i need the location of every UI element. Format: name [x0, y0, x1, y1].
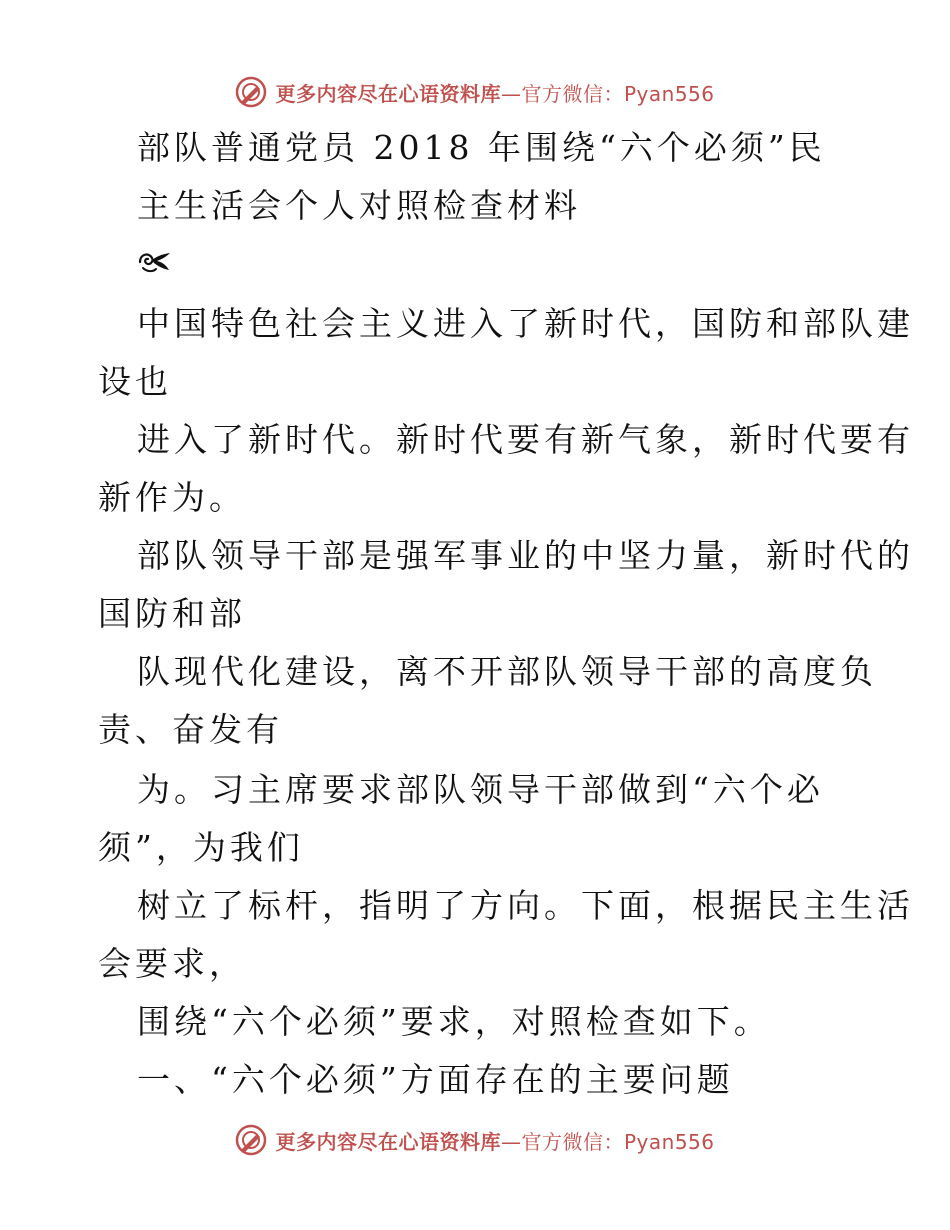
body-line: 设也 [98, 362, 172, 401]
body-line: 进入了新时代。新时代要有新气象，新时代要有 [137, 420, 914, 459]
title-line-1: 部队普通党员 2018 年围绕“六个必须”民 [137, 128, 826, 167]
watermark-text [275, 78, 714, 107]
watermark-separator: — [500, 1129, 522, 1154]
watermark-official: 官方微信： [521, 81, 624, 106]
section-heading: 一、“六个必须”方面存在的主要问题 [137, 1060, 734, 1099]
body-line: 队现代化建设，离不开部队领导干部的高度负 [137, 652, 877, 691]
body-line: 责、奋发有 [98, 710, 283, 749]
body-line: 围绕“六个必须”要求，对照检查如下。 [137, 1002, 771, 1041]
watermark-brand: 更多内容尽在心语资料库 [275, 1129, 501, 1154]
fleuron-ornament-icon [137, 248, 173, 276]
header-watermark [0, 70, 950, 114]
body-line: 国防和部 [98, 594, 246, 633]
pen-logo-icon [235, 76, 267, 108]
body-line: 新作为。 [98, 478, 246, 517]
pen-logo-icon [235, 1124, 267, 1156]
body-line: 中国特色社会主义进入了新时代，国防和部队建 [137, 304, 914, 343]
watermark-separator: — [500, 81, 522, 106]
body-line: 须”，为我们 [98, 828, 304, 867]
body-line: 会要求， [98, 944, 246, 983]
footer-watermark [0, 1118, 950, 1162]
watermark-official: 官方微信： [521, 1129, 624, 1154]
title-line-2: 主生活会个人对照检查材料 [137, 186, 581, 225]
watermark-brand: 更多内容尽在心语资料库 [275, 81, 501, 106]
watermark-account: Pyan556 [623, 81, 715, 106]
body-line: 部队领导干部是强军事业的中坚力量，新时代的 [137, 536, 914, 575]
body-line: 树立了标杆，指明了方向。下面，根据民主生活 [137, 886, 914, 925]
body-line: 为。习主席要求部队领导干部做到“六个必 [137, 770, 824, 809]
watermark-account: Pyan556 [623, 1129, 715, 1154]
watermark-text [275, 1126, 714, 1155]
